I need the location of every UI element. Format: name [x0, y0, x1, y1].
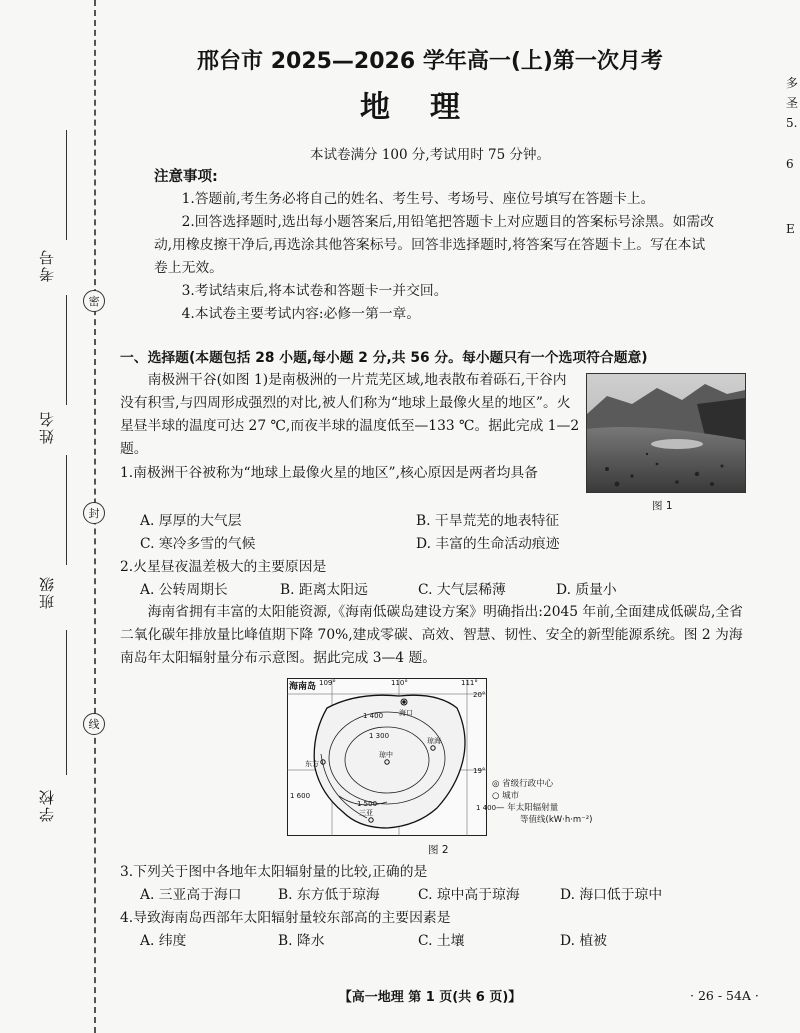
exam-title: 邢台市 2025—2026 学年高一(上)第一次月考	[197, 49, 663, 74]
stem-1	[120, 369, 580, 461]
question-3-stem: 3.下列关于图中各地年太阳辐射量的比较,正确的是	[120, 864, 428, 880]
figure-1-caption: 图 1	[652, 500, 673, 512]
edge-char-3: 5.	[786, 116, 798, 130]
school-rule	[66, 630, 67, 775]
paper-code: · 26 - 54A ·	[690, 988, 759, 1003]
city-dongfang: 东方	[305, 760, 319, 768]
stem-1-text: 南极洲干谷(如图 1)是南极洲的一片荒芜区域,地表散布着砾石,干谷内没有积雪,与四周形成强烈的对比,被人们称为“地球上最像火星的地区”。火星昼半球的温度可达 27 ℃,而夜半球的温度低至—133 ℃。据此完成 1—2 题。	[120, 372, 580, 457]
legend-city-label: 城市	[502, 791, 520, 801]
q4-option-b: B. 降水	[278, 933, 325, 949]
q2-option-c: C. 大气层稀薄	[418, 582, 506, 598]
city-qiongzhong: 琼中	[379, 751, 393, 759]
q4-option-d: D. 植被	[560, 933, 607, 949]
lon-109: 109°	[319, 679, 336, 687]
legend-isoline: 1 400— 年太阳辐射量	[476, 803, 559, 813]
note-item-1: 1.答题前,考生务必将自己的姓名、考生号、考场号、座位号填写在答题卡上。	[181, 191, 655, 207]
class-rule	[66, 455, 67, 565]
lon-110: 110°	[391, 679, 408, 687]
q3-option-b: B. 东方低于琼海	[278, 887, 380, 903]
edge-char-1: 多	[786, 76, 799, 90]
city-haikou: 海口	[399, 709, 413, 717]
question-1-stem: 1.南极洲干谷被称为“地球上最像火星的地区”,核心原因是两者均具备	[120, 465, 538, 481]
q2-option-d: D. 质量小	[556, 582, 617, 598]
isoline-1400: 1 400	[363, 712, 384, 720]
class-label: 班级	[38, 575, 56, 609]
exam-no-rule	[66, 130, 67, 240]
q1-option-b: B. 干旱荒芜的地表特征	[416, 513, 560, 529]
isoline-1300: 1 300	[369, 732, 390, 740]
score-line: 本试卷满分 100 分,考试用时 75 分钟。	[310, 147, 550, 163]
hainan-radiation-map	[287, 678, 487, 836]
stem-2-text: 海南省拥有丰富的太阳能资源,《海南低碳岛建设方案》明确指出:2045 年前,全面建成低碳岛,全省二氧化碳年排放量比峰值期下降 70%,建成零碳、高效、智慧、韧性、安全的新型能源系统。图 2 为海南岛年太阳辐射量分布示意图。据此完成 3—4 题。	[120, 604, 743, 666]
note-item-3: 3.考试结束后,将本试卷和答题卡一并交回。	[181, 283, 448, 299]
legend-provincial-capital-label: 省级行政中心	[502, 779, 554, 789]
seal-xian: 线	[83, 713, 105, 735]
edge-char-4: 6	[786, 157, 794, 171]
dry-valley-photo	[587, 374, 745, 492]
isoline-1500: 1 500	[357, 800, 378, 808]
notes-list	[154, 188, 714, 326]
legend-provincial-capital: ◎ 省级行政中心	[492, 779, 554, 789]
q1-option-c: C. 寒冷多雪的气候	[140, 536, 256, 552]
page-footer: 【高一地理 第 1 页(共 6 页)】	[338, 990, 522, 1005]
figure-2-caption: 图 2	[428, 844, 449, 856]
q1-option-d: D. 丰富的生命活动痕迹	[416, 536, 560, 552]
seal-feng: 封	[83, 502, 105, 524]
q2-option-b: B. 距离太阳远	[280, 582, 368, 598]
name-label: 姓名	[38, 410, 56, 444]
map-legend	[476, 778, 593, 826]
q3-option-a: A. 三亚高于海口	[140, 887, 242, 903]
seal-mi: 密	[83, 290, 105, 312]
note-item-4: 4.本试卷主要考试内容:必修一第一章。	[181, 306, 421, 322]
question-2-stem: 2.火星昼夜温差极大的主要原因是	[120, 559, 327, 575]
legend-isoline-unit: 等值线(kW·h·m⁻²)	[520, 815, 593, 825]
city-qionghai: 琼海	[427, 737, 441, 745]
q2-option-a: A. 公转周期长	[140, 582, 228, 598]
q3-option-c: C. 琼中高于琼海	[418, 887, 520, 903]
edge-char-5: E	[786, 222, 795, 236]
lat-19: 19°	[473, 767, 486, 775]
legend-isoline-label: 年太阳辐射量	[507, 803, 559, 813]
question-4-stem: 4.导致海南岛西部年太阳辐射量较东部高的主要因素是	[120, 910, 451, 926]
stem-2	[120, 601, 755, 670]
q4-option-c: C. 土壤	[418, 933, 465, 949]
section-heading: 一、选择题(本题包括 28 小题,每小题 2 分,共 56 分。每小题只有一个选项符合题意)	[120, 350, 648, 366]
lat-20: 20°	[473, 691, 486, 699]
map-title: 海南岛	[289, 682, 317, 692]
figure-1-photo	[586, 373, 746, 493]
city-sanya: 三亚	[359, 809, 373, 817]
legend-isoline-sample: 1 400	[476, 804, 497, 812]
exam-no-label: 考号	[38, 248, 56, 282]
isoline-1600: 1 600	[290, 792, 311, 800]
legend-city: ○ 城市	[492, 791, 520, 801]
lon-111: 111°	[461, 679, 478, 687]
q4-option-a: A. 纬度	[140, 933, 187, 949]
edge-char-2: 圣	[786, 96, 799, 110]
q3-option-d: D. 海口低于琼中	[560, 887, 663, 903]
q1-option-a: A. 厚厚的大气层	[140, 513, 242, 529]
school-label: 学校	[38, 788, 56, 822]
subject-title: 地理	[360, 90, 500, 125]
name-rule	[66, 295, 67, 405]
notes-heading: 注意事项:	[154, 169, 218, 185]
note-item-2: 2.回答选择题时,选出每小题答案后,用铅笔把答题卡上对应题目的答案标号涂黑。如需改动,用橡皮擦干净后,再选涂其他答案标号。回答非选择题时,将答案写在答题卡上。写在本试卷上无效。	[154, 214, 715, 276]
